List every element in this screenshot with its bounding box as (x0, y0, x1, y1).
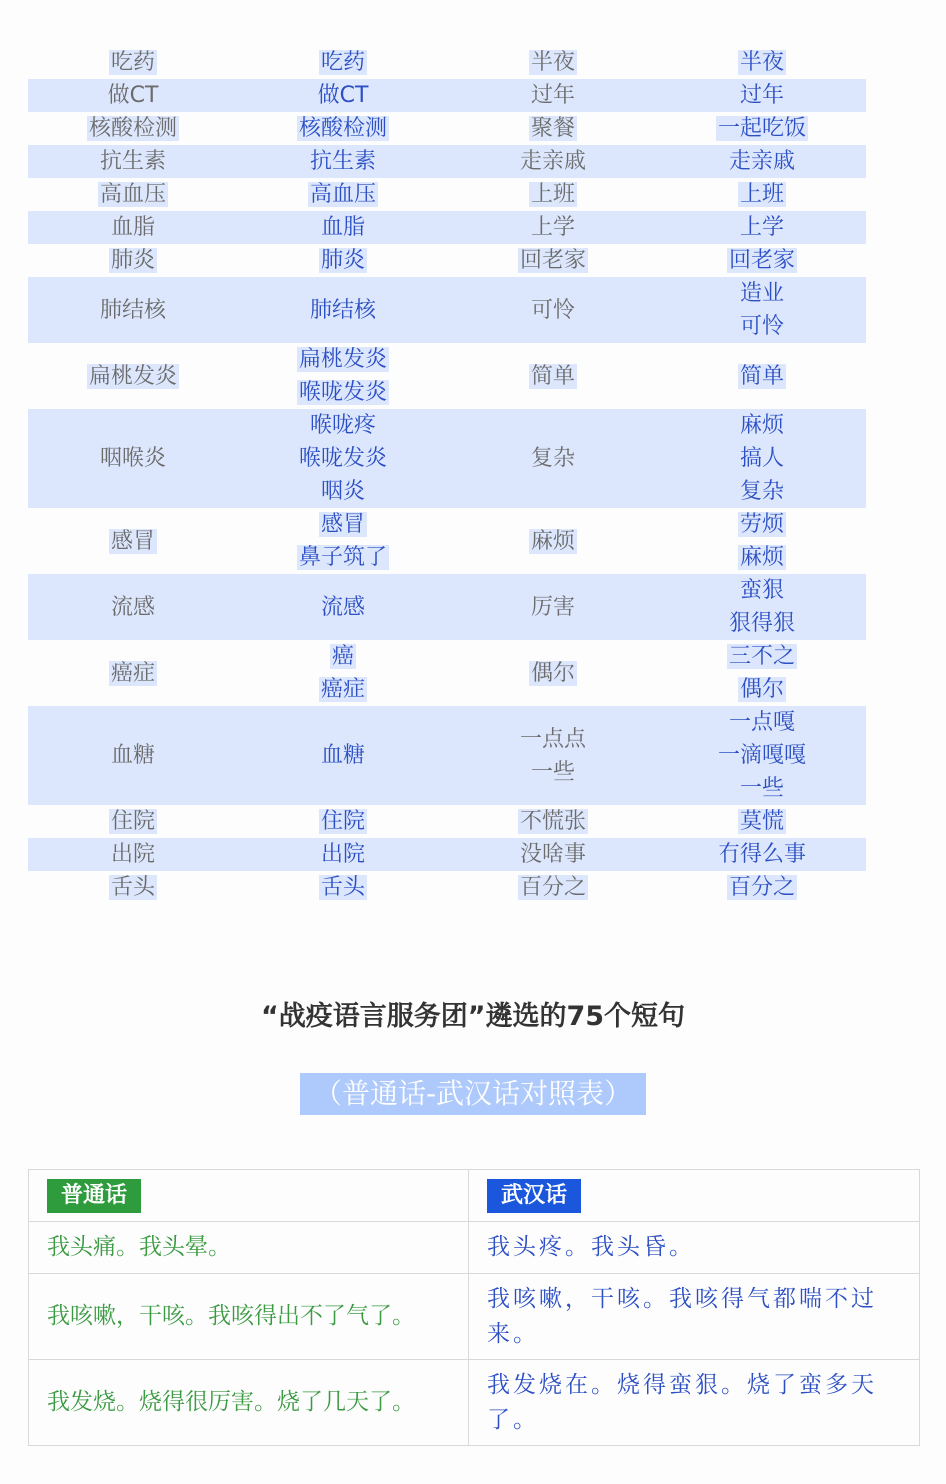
term-text-highlight: 回老家 (728, 248, 795, 273)
mandarin-term-cell (28, 211, 238, 244)
term-text-highlight: 莫慌 (739, 809, 784, 834)
term-text (238, 343, 448, 376)
wuhan-term-cell (448, 838, 658, 871)
term-text-highlight: 血脂 (320, 215, 365, 240)
wuhan-term-cell (658, 244, 866, 277)
term-text (28, 112, 238, 145)
term-text (448, 360, 658, 393)
term-text-highlight: 癌症 (320, 677, 365, 702)
term-text-highlight: 上班 (530, 182, 575, 207)
mandarin-term-cell (238, 871, 448, 904)
term-text-highlight: 过年 (530, 83, 575, 108)
term-text (448, 79, 658, 112)
vocab-row (28, 46, 866, 79)
term-text (28, 244, 238, 277)
wuhan-term-cell (448, 871, 658, 904)
term-text-highlight: 咽炎 (320, 479, 365, 504)
wuhan-term-cell (658, 79, 866, 112)
term-text-highlight: 造业 (739, 281, 784, 306)
term-text-highlight: 出院 (110, 842, 155, 867)
vocab-row (28, 244, 866, 277)
wuhan-term-cell (448, 244, 658, 277)
wuhan-term-cell (448, 277, 658, 343)
term-text (658, 871, 866, 904)
term-text-highlight: 血糖 (110, 743, 155, 768)
wuhan-term-cell (658, 838, 866, 871)
term-text-highlight: 三不之 (728, 644, 795, 669)
term-text-highlight: 感冒 (110, 528, 155, 554)
vocab-row (28, 838, 866, 871)
term-text (238, 409, 448, 442)
mandarin-term-cell (238, 211, 448, 244)
term-text (658, 46, 866, 79)
term-text (658, 360, 866, 393)
term-text (658, 475, 866, 508)
term-text-highlight: 癌 (331, 644, 354, 669)
term-text-highlight: 抗生素 (99, 149, 166, 174)
term-text (238, 805, 448, 838)
mandarin-term-cell (28, 508, 238, 574)
term-text (238, 79, 448, 112)
term-text (28, 79, 238, 112)
term-text (238, 211, 448, 244)
term-text-highlight: 复杂 (530, 446, 575, 471)
term-text (658, 838, 866, 871)
term-text (658, 145, 866, 178)
vocab-row (28, 706, 866, 805)
term-text (448, 805, 658, 838)
term-text-highlight: 一起吃饭 (717, 116, 806, 141)
term-text-highlight: 做CT (317, 83, 369, 108)
term-text-highlight: 喉咙发炎 (298, 446, 387, 471)
term-text (28, 657, 238, 690)
term-text-highlight: 住院 (110, 809, 155, 834)
vocab-row (28, 805, 866, 838)
wuhan-header-tag: 武汉话 (487, 1179, 581, 1213)
vocab-row (28, 145, 866, 178)
vocabulary-table (28, 46, 866, 904)
wuhan-term-cell (658, 46, 866, 79)
mandarin-phrase-cell: 我头痛。我头晕。 (29, 1222, 469, 1274)
term-text-highlight: 聚餐 (530, 116, 575, 141)
vocab-row (28, 508, 866, 574)
term-text-highlight: 舌头 (110, 875, 155, 900)
vocab-row (28, 409, 866, 508)
section-subtitle: （普通话-武汉话对照表） (300, 1073, 646, 1115)
term-text (28, 591, 238, 624)
wuhan-term-cell (658, 277, 866, 343)
term-text-highlight: 上班 (739, 182, 784, 207)
term-text (658, 541, 866, 574)
term-text (238, 376, 448, 409)
mandarin-term-cell (238, 79, 448, 112)
term-text (658, 640, 866, 673)
term-text-highlight: 一点嘎 (728, 710, 795, 735)
term-text-highlight: 劳烦 (739, 512, 784, 537)
term-text-highlight: 核酸检测 (88, 116, 177, 141)
wuhan-term-cell (448, 211, 658, 244)
term-text (448, 294, 658, 327)
term-text (238, 294, 448, 327)
wuhan-term-cell (658, 805, 866, 838)
term-text-highlight: 简单 (739, 363, 784, 389)
term-text-highlight: 高血压 (309, 182, 376, 207)
term-text-highlight: 血糖 (320, 743, 365, 768)
mandarin-term-cell (28, 805, 238, 838)
term-text (238, 640, 448, 673)
term-text-highlight: 咽喉炎 (99, 446, 166, 471)
term-text (28, 805, 238, 838)
term-text (238, 475, 448, 508)
term-text-highlight: 麻烦 (530, 528, 575, 554)
term-text-highlight: 回老家 (519, 248, 586, 273)
term-text (658, 211, 866, 244)
term-text (658, 442, 866, 475)
mandarin-term-cell (28, 79, 238, 112)
phrase-row (29, 1360, 920, 1446)
section-subtitle-wrap (0, 1073, 946, 1115)
term-text (28, 211, 238, 244)
term-text (238, 838, 448, 871)
wuhan-term-cell (658, 343, 866, 409)
mandarin-term-cell (28, 178, 238, 211)
term-text-highlight: 麻烦 (739, 413, 784, 438)
mandarin-phrase-cell: 我发烧。烧得很厉害。烧了几天了。 (29, 1360, 469, 1446)
term-text (28, 739, 238, 772)
wuhan-term-cell (658, 706, 866, 805)
term-text (448, 657, 658, 690)
wuhan-term-cell (448, 574, 658, 640)
term-text-highlight: 肺结核 (309, 297, 376, 323)
term-text-highlight: 百分之 (519, 875, 586, 900)
wuhan-term-cell (448, 706, 658, 805)
mandarin-term-cell (28, 574, 238, 640)
term-text-highlight: 出院 (320, 842, 365, 867)
wuhan-term-cell (448, 46, 658, 79)
term-text-highlight: 喉咙发炎 (298, 380, 387, 405)
mandarin-term-cell (238, 409, 448, 508)
term-text (658, 706, 866, 739)
wuhan-phrase-cell: 我咳嗽，干咳。我咳得气都喘不过来。 (469, 1274, 920, 1360)
term-text-highlight: 癌症 (110, 660, 155, 686)
mandarin-term-cell (28, 838, 238, 871)
term-text-highlight: 厉害 (530, 594, 575, 620)
term-text-highlight: 做CT (107, 83, 159, 108)
term-text-highlight: 走亲戚 (728, 149, 795, 174)
term-text (28, 145, 238, 178)
mandarin-header-tag: 普通话 (47, 1179, 141, 1213)
term-text (448, 525, 658, 558)
term-text (448, 442, 658, 475)
term-text (238, 871, 448, 904)
term-text (448, 591, 658, 624)
term-text-highlight: 可怜 (530, 297, 575, 323)
wuhan-term-cell (448, 112, 658, 145)
term-text-highlight: 搞人 (739, 446, 784, 471)
term-text-highlight: 流感 (110, 594, 155, 620)
wuhan-term-cell (448, 178, 658, 211)
term-text (658, 178, 866, 211)
term-text (238, 145, 448, 178)
term-text (238, 541, 448, 574)
term-text-highlight: 偶尔 (530, 660, 575, 686)
term-text-highlight: 肺结核 (99, 297, 166, 323)
wuhan-term-cell (448, 805, 658, 838)
wuhan-term-cell (658, 574, 866, 640)
term-text (448, 756, 658, 789)
term-text (28, 871, 238, 904)
term-text-highlight: 不慌张 (519, 809, 586, 834)
term-text (238, 508, 448, 541)
term-text-highlight: 血脂 (110, 215, 155, 240)
term-text-highlight: 没啥事 (519, 842, 586, 867)
term-text (658, 739, 866, 772)
term-text (28, 294, 238, 327)
term-text-highlight: 一些 (530, 759, 575, 785)
term-text (658, 508, 866, 541)
wuhan-term-cell (448, 640, 658, 706)
term-text (238, 739, 448, 772)
mandarin-phrase-cell: 我咳嗽，干咳。我咳得出不了气了。 (29, 1274, 469, 1360)
term-text-highlight: 冇得么事 (717, 842, 806, 867)
term-text-highlight: 扁桃发炎 (298, 347, 387, 372)
mandarin-term-cell (28, 244, 238, 277)
term-text (658, 79, 866, 112)
term-text (238, 112, 448, 145)
term-text-highlight: 核酸检测 (298, 116, 387, 141)
vocab-row (28, 343, 866, 409)
term-text-highlight: 鼻子筑了 (298, 545, 387, 570)
term-text-highlight: 一点点 (519, 726, 586, 752)
mandarin-term-cell (28, 409, 238, 508)
term-text (448, 112, 658, 145)
wuhan-term-cell (448, 343, 658, 409)
mandarin-term-cell (238, 508, 448, 574)
term-text (238, 46, 448, 79)
term-text (238, 591, 448, 624)
term-text (28, 360, 238, 393)
wuhan-term-cell (658, 112, 866, 145)
term-text (658, 805, 866, 838)
phrase-row (29, 1222, 920, 1274)
phrase-comparison-table (28, 1169, 920, 1446)
mandarin-term-cell (28, 145, 238, 178)
wuhan-term-cell (448, 508, 658, 574)
wuhan-term-cell (658, 640, 866, 706)
mandarin-term-cell (28, 640, 238, 706)
section-title: “战疫语言服务团”遴选的75个短句 (260, 1001, 686, 1032)
term-text-highlight: 狠得狠 (728, 611, 795, 636)
term-text-highlight: 半夜 (739, 50, 784, 75)
term-text-highlight: 喉咙疼 (309, 413, 376, 438)
mandarin-term-cell (238, 244, 448, 277)
term-text-highlight: 肺炎 (320, 248, 365, 273)
term-text-highlight: 流感 (320, 594, 365, 620)
term-text (28, 46, 238, 79)
term-text-highlight: 蛮狠 (739, 578, 784, 603)
mandarin-term-cell (238, 145, 448, 178)
term-text (238, 244, 448, 277)
term-text-highlight: 抗生素 (309, 149, 376, 174)
term-text (28, 442, 238, 475)
mandarin-term-cell (28, 277, 238, 343)
term-text (658, 409, 866, 442)
vocab-row (28, 79, 866, 112)
term-text (448, 723, 658, 756)
wuhan-term-cell (448, 79, 658, 112)
mandarin-term-cell (238, 46, 448, 79)
term-text (448, 244, 658, 277)
mandarin-term-cell (238, 574, 448, 640)
wuhan-phrase-cell: 我发烧在。烧得蛮狠。烧了蛮多天了。 (469, 1360, 920, 1446)
vocab-row (28, 211, 866, 244)
mandarin-term-cell (28, 343, 238, 409)
term-text (238, 442, 448, 475)
term-text-highlight: 舌头 (320, 875, 365, 900)
phrase-table-body (29, 1170, 920, 1446)
term-text (658, 607, 866, 640)
term-text-highlight: 简单 (530, 363, 575, 389)
phrase-row (29, 1274, 920, 1360)
term-text (658, 574, 866, 607)
mandarin-term-cell (238, 640, 448, 706)
wuhan-term-cell (658, 211, 866, 244)
term-text-highlight: 百分之 (728, 875, 795, 900)
vocab-row (28, 640, 866, 706)
term-text-highlight: 可怜 (739, 314, 784, 339)
vocab-row (28, 277, 866, 343)
term-text (448, 46, 658, 79)
term-text-highlight: 感冒 (320, 512, 365, 537)
wuhan-term-cell (658, 145, 866, 178)
term-text-highlight: 吃药 (320, 50, 365, 75)
vocab-row (28, 574, 866, 640)
term-text (658, 277, 866, 310)
term-text (658, 244, 866, 277)
term-text (28, 838, 238, 871)
wuhan-term-cell (448, 145, 658, 178)
header-cell-wuhan (469, 1170, 920, 1222)
mandarin-term-cell (28, 46, 238, 79)
wuhan-term-cell (658, 871, 866, 904)
mandarin-term-cell (28, 112, 238, 145)
term-text-highlight: 半夜 (530, 50, 575, 75)
term-text (658, 112, 866, 145)
mandarin-term-cell (238, 277, 448, 343)
header-cell-mandarin (29, 1170, 469, 1222)
wuhan-term-cell (658, 508, 866, 574)
term-text (658, 310, 866, 343)
term-text-highlight: 住院 (320, 809, 365, 834)
term-text (238, 673, 448, 706)
wuhan-term-cell (658, 409, 866, 508)
term-text-highlight: 吃药 (110, 50, 155, 75)
term-text (448, 838, 658, 871)
term-text (658, 673, 866, 706)
term-text (28, 178, 238, 211)
term-text (28, 525, 238, 558)
term-text (658, 772, 866, 805)
mandarin-term-cell (238, 343, 448, 409)
term-text-highlight: 扁桃发炎 (88, 363, 177, 389)
term-text-highlight: 高血压 (99, 182, 166, 207)
term-text-highlight: 复杂 (739, 479, 784, 504)
term-text-highlight: 走亲戚 (519, 149, 586, 174)
mandarin-term-cell (238, 706, 448, 805)
term-text (448, 145, 658, 178)
phrase-header-row (29, 1170, 920, 1222)
term-text (448, 871, 658, 904)
term-text (448, 211, 658, 244)
mandarin-term-cell (238, 178, 448, 211)
wuhan-phrase-cell: 我头疼。我头昏。 (469, 1222, 920, 1274)
term-text-highlight: 上学 (530, 215, 575, 240)
wuhan-term-cell (658, 178, 866, 211)
mandarin-term-cell (238, 805, 448, 838)
term-text-highlight: 一滴嘎嘎 (717, 743, 806, 768)
wuhan-term-cell (448, 409, 658, 508)
term-text (448, 178, 658, 211)
term-text-highlight: 偶尔 (739, 677, 784, 702)
mandarin-term-cell (238, 838, 448, 871)
vocab-row (28, 178, 866, 211)
term-text-highlight: 一些 (739, 776, 784, 801)
vocab-row (28, 871, 866, 904)
vocab-row (28, 112, 866, 145)
mandarin-term-cell (28, 706, 238, 805)
vocabulary-table-body (28, 46, 866, 904)
term-text-highlight: 肺炎 (110, 248, 155, 273)
mandarin-term-cell (28, 871, 238, 904)
term-text-highlight: 麻烦 (739, 545, 784, 570)
term-text-highlight: 上学 (739, 215, 784, 240)
term-text (238, 178, 448, 211)
mandarin-term-cell (238, 112, 448, 145)
term-text-highlight: 过年 (739, 83, 784, 108)
